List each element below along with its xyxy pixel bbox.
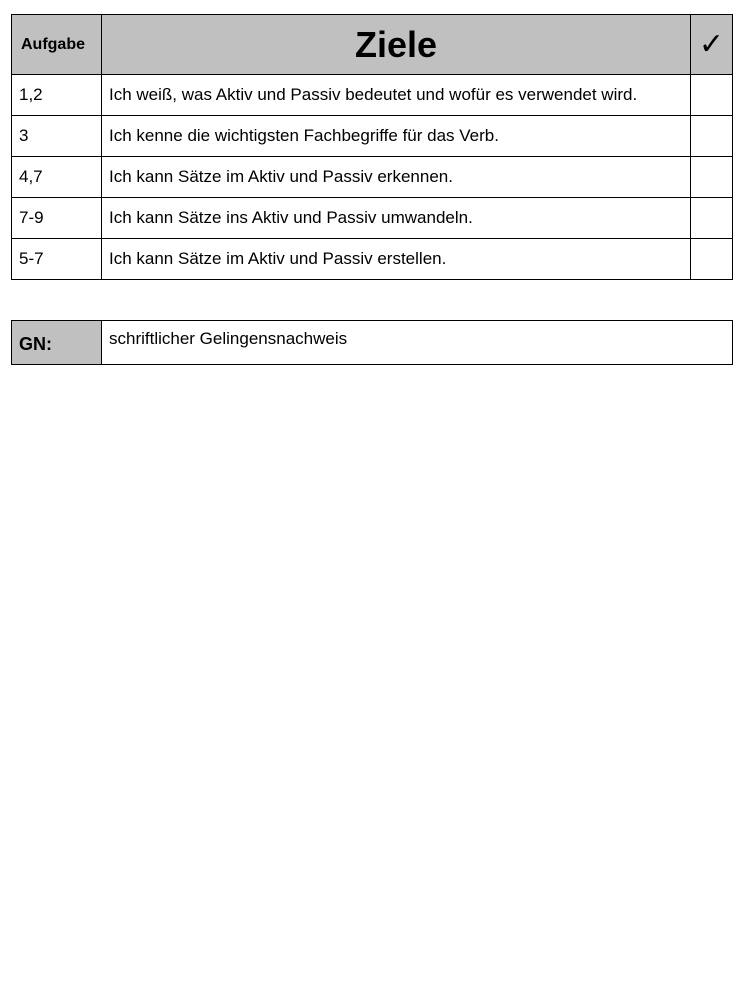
gn-value: schriftlicher Gelingensnachweis <box>102 321 733 365</box>
goals-table-header <box>12 15 733 75</box>
goal-text: Ich kann Sätze im Aktiv und Passiv erkennen. <box>102 157 691 198</box>
table-row <box>12 198 733 239</box>
goal-text: Ich kann Sätze ins Aktiv und Passiv umwandeln. <box>102 198 691 239</box>
goal-text: Ich kann Sätze im Aktiv und Passiv erstellen. <box>102 239 691 280</box>
check-box[interactable] <box>691 75 733 116</box>
task-number: 5-7 <box>12 239 102 280</box>
goal-text: Ich kenne die wichtigsten Fachbegriffe für das Verb. <box>102 116 691 157</box>
table-row <box>12 116 733 157</box>
task-number: 3 <box>12 116 102 157</box>
gn-label: GN: <box>12 321 102 365</box>
task-number: 1,2 <box>12 75 102 116</box>
task-number: 4,7 <box>12 157 102 198</box>
header-task: Aufgabe <box>12 15 102 75</box>
table-row <box>12 157 733 198</box>
gn-table <box>11 320 733 365</box>
table-row <box>12 239 733 280</box>
gn-row <box>12 321 733 365</box>
header-goals: Ziele <box>102 15 691 75</box>
check-box[interactable] <box>691 157 733 198</box>
check-box[interactable] <box>691 116 733 157</box>
task-number: 7-9 <box>12 198 102 239</box>
table-row <box>12 75 733 116</box>
header-check-icon: ✓ <box>691 15 733 75</box>
goal-text: Ich weiß, was Aktiv und Passiv bedeutet und wofür es verwendet wird. <box>102 75 691 116</box>
check-box[interactable] <box>691 198 733 239</box>
goals-table <box>11 14 733 280</box>
check-box[interactable] <box>691 239 733 280</box>
